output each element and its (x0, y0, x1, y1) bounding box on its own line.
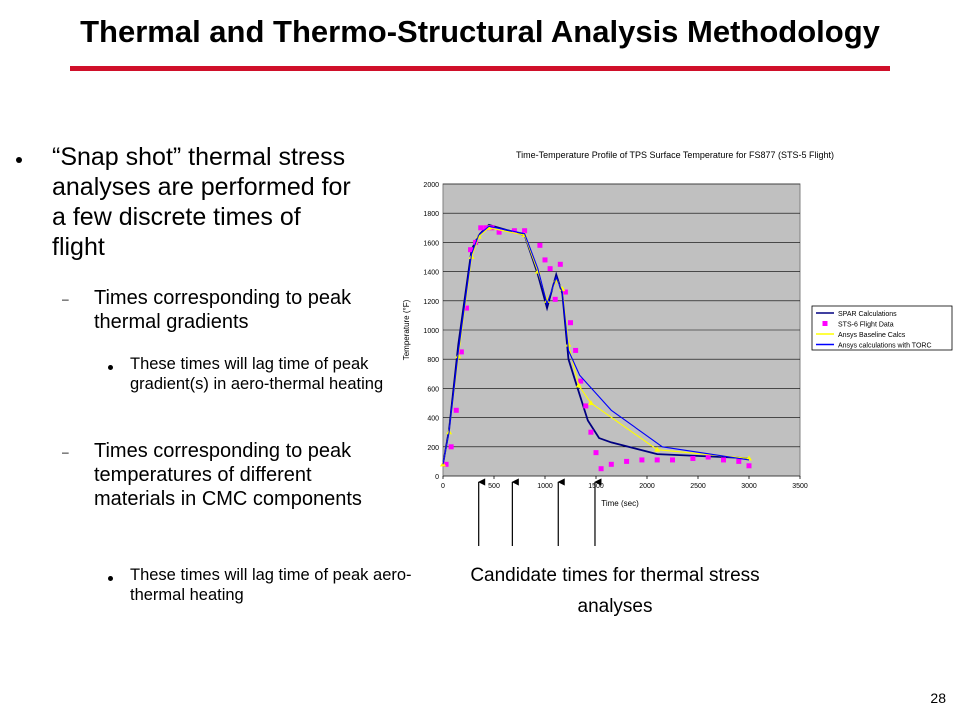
y-tick-label: 2000 (423, 182, 439, 189)
slide-title: Thermal and Thermo-Structural Analysis Methodology (80, 14, 880, 49)
series-sts-6-flight-data-point (553, 297, 558, 302)
series-sts-6-flight-data-point (721, 457, 726, 462)
legend-label: Ansys calculations with TORC (838, 342, 932, 350)
series-sts-6-flight-data-point (690, 456, 695, 461)
x-tick-label: 3500 (792, 483, 808, 490)
series-sts-6-flight-data-point (583, 403, 588, 408)
series-sts-6-flight-data-point (594, 450, 599, 455)
series-sts-6-flight-data-point (478, 225, 483, 230)
y-tick-label: 1400 (423, 269, 439, 277)
series-sts-6-flight-data-point (639, 457, 644, 462)
legend-label: SPAR Calculations (838, 311, 897, 318)
series-sts-6-flight-data-point (573, 348, 578, 353)
x-tick-label: 1500 (588, 483, 604, 490)
x-tick-label: 0 (441, 483, 445, 490)
bullet-dash: – (62, 292, 69, 306)
y-tick-label: 1200 (423, 298, 439, 306)
y-tick-label: 1000 (423, 328, 439, 335)
series-sts-6-flight-data-point (558, 262, 563, 267)
legend-swatch (823, 321, 828, 326)
series-sts-6-flight-data-point (747, 463, 752, 468)
bullet-level3: These times will lag time of peak aero-thermal heating (130, 566, 412, 604)
series-sts-6-flight-data-point (578, 379, 583, 384)
series-sts-6-flight-data-point (568, 320, 573, 325)
legend-label: STS-6 Flight Data (838, 321, 894, 329)
series-sts-6-flight-data-point (543, 257, 548, 262)
series-sts-6-flight-data-point (449, 444, 454, 449)
y-tick-label: 200 (427, 444, 439, 452)
series-sts-6-flight-data-point (454, 408, 459, 413)
x-tick-label: 2500 (690, 483, 706, 490)
x-tick-label: 2000 (639, 483, 655, 490)
x-tick-label: 1000 (537, 483, 553, 490)
x-tick-label: 3000 (741, 483, 757, 490)
bullet-level1: “Snap shot” thermal stress analyses are performed for a few discrete times of flight (52, 143, 351, 261)
y-tick-label: 1600 (423, 240, 439, 248)
legend-label: Ansys Baseline Calcs (838, 332, 906, 339)
series-sts-6-flight-data-point (588, 430, 593, 435)
y-tick-label: 0 (435, 474, 439, 481)
series-sts-6-flight-data-point (609, 462, 614, 467)
series-sts-6-flight-data-point (599, 466, 604, 471)
y-tick-label: 600 (427, 386, 439, 394)
bullet-dash: – (62, 445, 69, 459)
series-sts-6-flight-data-point (624, 459, 629, 464)
y-tick-label: 400 (427, 415, 439, 423)
y-tick-label: 800 (427, 357, 439, 365)
y-tick-label: 1800 (423, 211, 439, 219)
series-sts-6-flight-data-point (670, 457, 675, 462)
series-sts-6-flight-data-point (736, 459, 741, 464)
candidate-times-caption: Candidate times for thermal stress analyses (470, 565, 760, 617)
chart-title: Time-Temperature Profile of TPS Surface Temperature for FS877 (STS-5 Flight) (516, 150, 834, 160)
bullet-level2: Times corresponding to peak thermal gradients (94, 287, 352, 333)
x-tick-label: 500 (488, 483, 500, 490)
x-axis-label: Time (sec) (601, 499, 639, 508)
page-number: 28 (930, 690, 946, 706)
series-sts-6-flight-data-point (537, 243, 542, 248)
bullet-level3: These times will lag time of peak gradient(s) in aero-thermal heating (130, 355, 384, 393)
bullet-level2: Times corresponding to peak temperatures of different materials in CMC components (94, 440, 362, 510)
series-sts-6-flight-data-point (548, 266, 553, 271)
series-sts-6-flight-data-point (655, 457, 660, 462)
y-axis-label: Temperature (°F) (402, 299, 411, 361)
